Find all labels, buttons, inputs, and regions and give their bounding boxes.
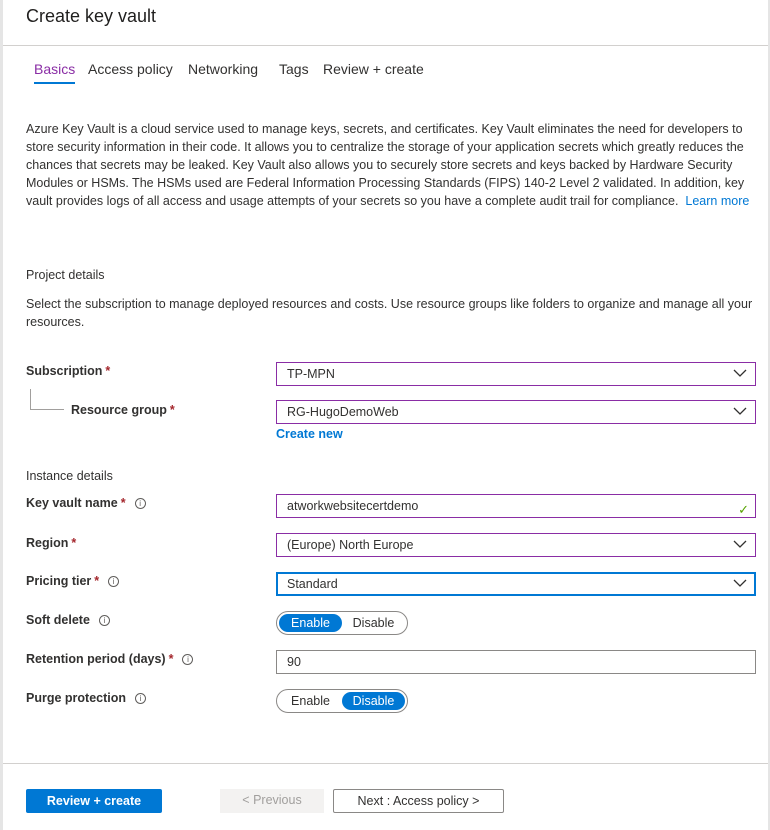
purge-protection-enable[interactable]: Enable bbox=[291, 694, 330, 708]
region-label: Region * bbox=[26, 536, 77, 550]
checkmark-icon: ✓ bbox=[738, 502, 749, 517]
soft-delete-enable[interactable]: Enable bbox=[279, 614, 342, 632]
key-vault-name-input[interactable]: atworkwebsitecertdemo ✓ bbox=[276, 494, 756, 518]
tab-tags[interactable]: Tags bbox=[279, 61, 309, 77]
resource-group-label: Resource group * bbox=[71, 403, 175, 417]
intro-description bbox=[26, 120, 761, 210]
chevron-down-icon bbox=[733, 406, 747, 416]
create-new-resource-group-link[interactable]: Create new bbox=[276, 427, 343, 441]
purge-protection-disable[interactable]: Disable bbox=[342, 692, 405, 710]
intro-text: Azure Key Vault is a cloud service used to manage keys, secrets, and certificates. Key Vault eliminates the need for developers to store security information in their code. It allows you to centralize the storage of your application secrets which greatly reduces the chances that secrets may be leaked. Key Vault also allows you to securely store secrets and keys backed by Hardware Security Modules or HSMs. The HSMs used are Federal Information Processing Standards (FIPS) 140-2 Level 2 validated. In addition, key vault provides logs of all access and usage attempts of your secrets so you have a complete audit trail for compliance. bbox=[26, 122, 745, 208]
resource-group-dropdown[interactable]: RG-HugoDemoWeb bbox=[276, 400, 756, 424]
tab-review-create[interactable]: Review + create bbox=[323, 61, 424, 77]
subscription-dropdown[interactable]: TP-MPN bbox=[276, 362, 756, 386]
info-icon[interactable]: i bbox=[182, 654, 193, 665]
info-icon[interactable]: i bbox=[108, 576, 119, 587]
key-vault-name-label: Key vault name * i bbox=[26, 496, 146, 510]
project-details-heading: Project details bbox=[26, 268, 105, 282]
purge-protection-label: Purge protection i bbox=[26, 691, 146, 705]
chevron-down-icon bbox=[733, 539, 747, 549]
tab-access-policy[interactable]: Access policy bbox=[88, 61, 173, 77]
instance-details-heading: Instance details bbox=[26, 469, 113, 483]
region-dropdown[interactable]: (Europe) North Europe bbox=[276, 533, 756, 557]
purge-protection-toggle[interactable] bbox=[276, 689, 408, 713]
project-details-description: Select the subscription to manage deployed resources and costs. Use resource groups like folders to organize and manage all your resources. bbox=[26, 297, 753, 329]
retention-period-label: Retention period (days) * i bbox=[26, 652, 193, 666]
chevron-down-icon bbox=[733, 368, 747, 378]
footer-divider bbox=[3, 763, 768, 764]
subscription-label: Subscription * bbox=[26, 364, 111, 378]
pricing-tier-dropdown[interactable]: Standard bbox=[276, 572, 756, 596]
info-icon[interactable]: i bbox=[135, 693, 146, 704]
learn-more-link[interactable]: Learn more bbox=[685, 194, 750, 208]
retention-period-input[interactable]: 90 bbox=[276, 650, 756, 674]
tab-networking[interactable]: Networking bbox=[188, 61, 259, 77]
pricing-tier-label: Pricing tier * i bbox=[26, 574, 119, 588]
tree-connector bbox=[30, 389, 64, 410]
tab-basics[interactable]: Basics bbox=[34, 61, 76, 77]
soft-delete-label: Soft delete i bbox=[26, 613, 110, 627]
soft-delete-disable[interactable]: Disable bbox=[352, 616, 395, 630]
soft-delete-toggle[interactable] bbox=[276, 611, 408, 635]
next-access-policy-button[interactable]: Next : Access policy > bbox=[333, 789, 504, 813]
info-icon[interactable]: i bbox=[135, 498, 146, 509]
previous-button[interactable]: < Previous bbox=[220, 789, 324, 813]
chevron-down-icon bbox=[733, 578, 747, 588]
page-title: Create key vault bbox=[26, 6, 157, 26]
header-divider bbox=[3, 45, 768, 46]
review-create-button[interactable]: Review + create bbox=[26, 789, 162, 813]
info-icon[interactable]: i bbox=[99, 615, 110, 626]
